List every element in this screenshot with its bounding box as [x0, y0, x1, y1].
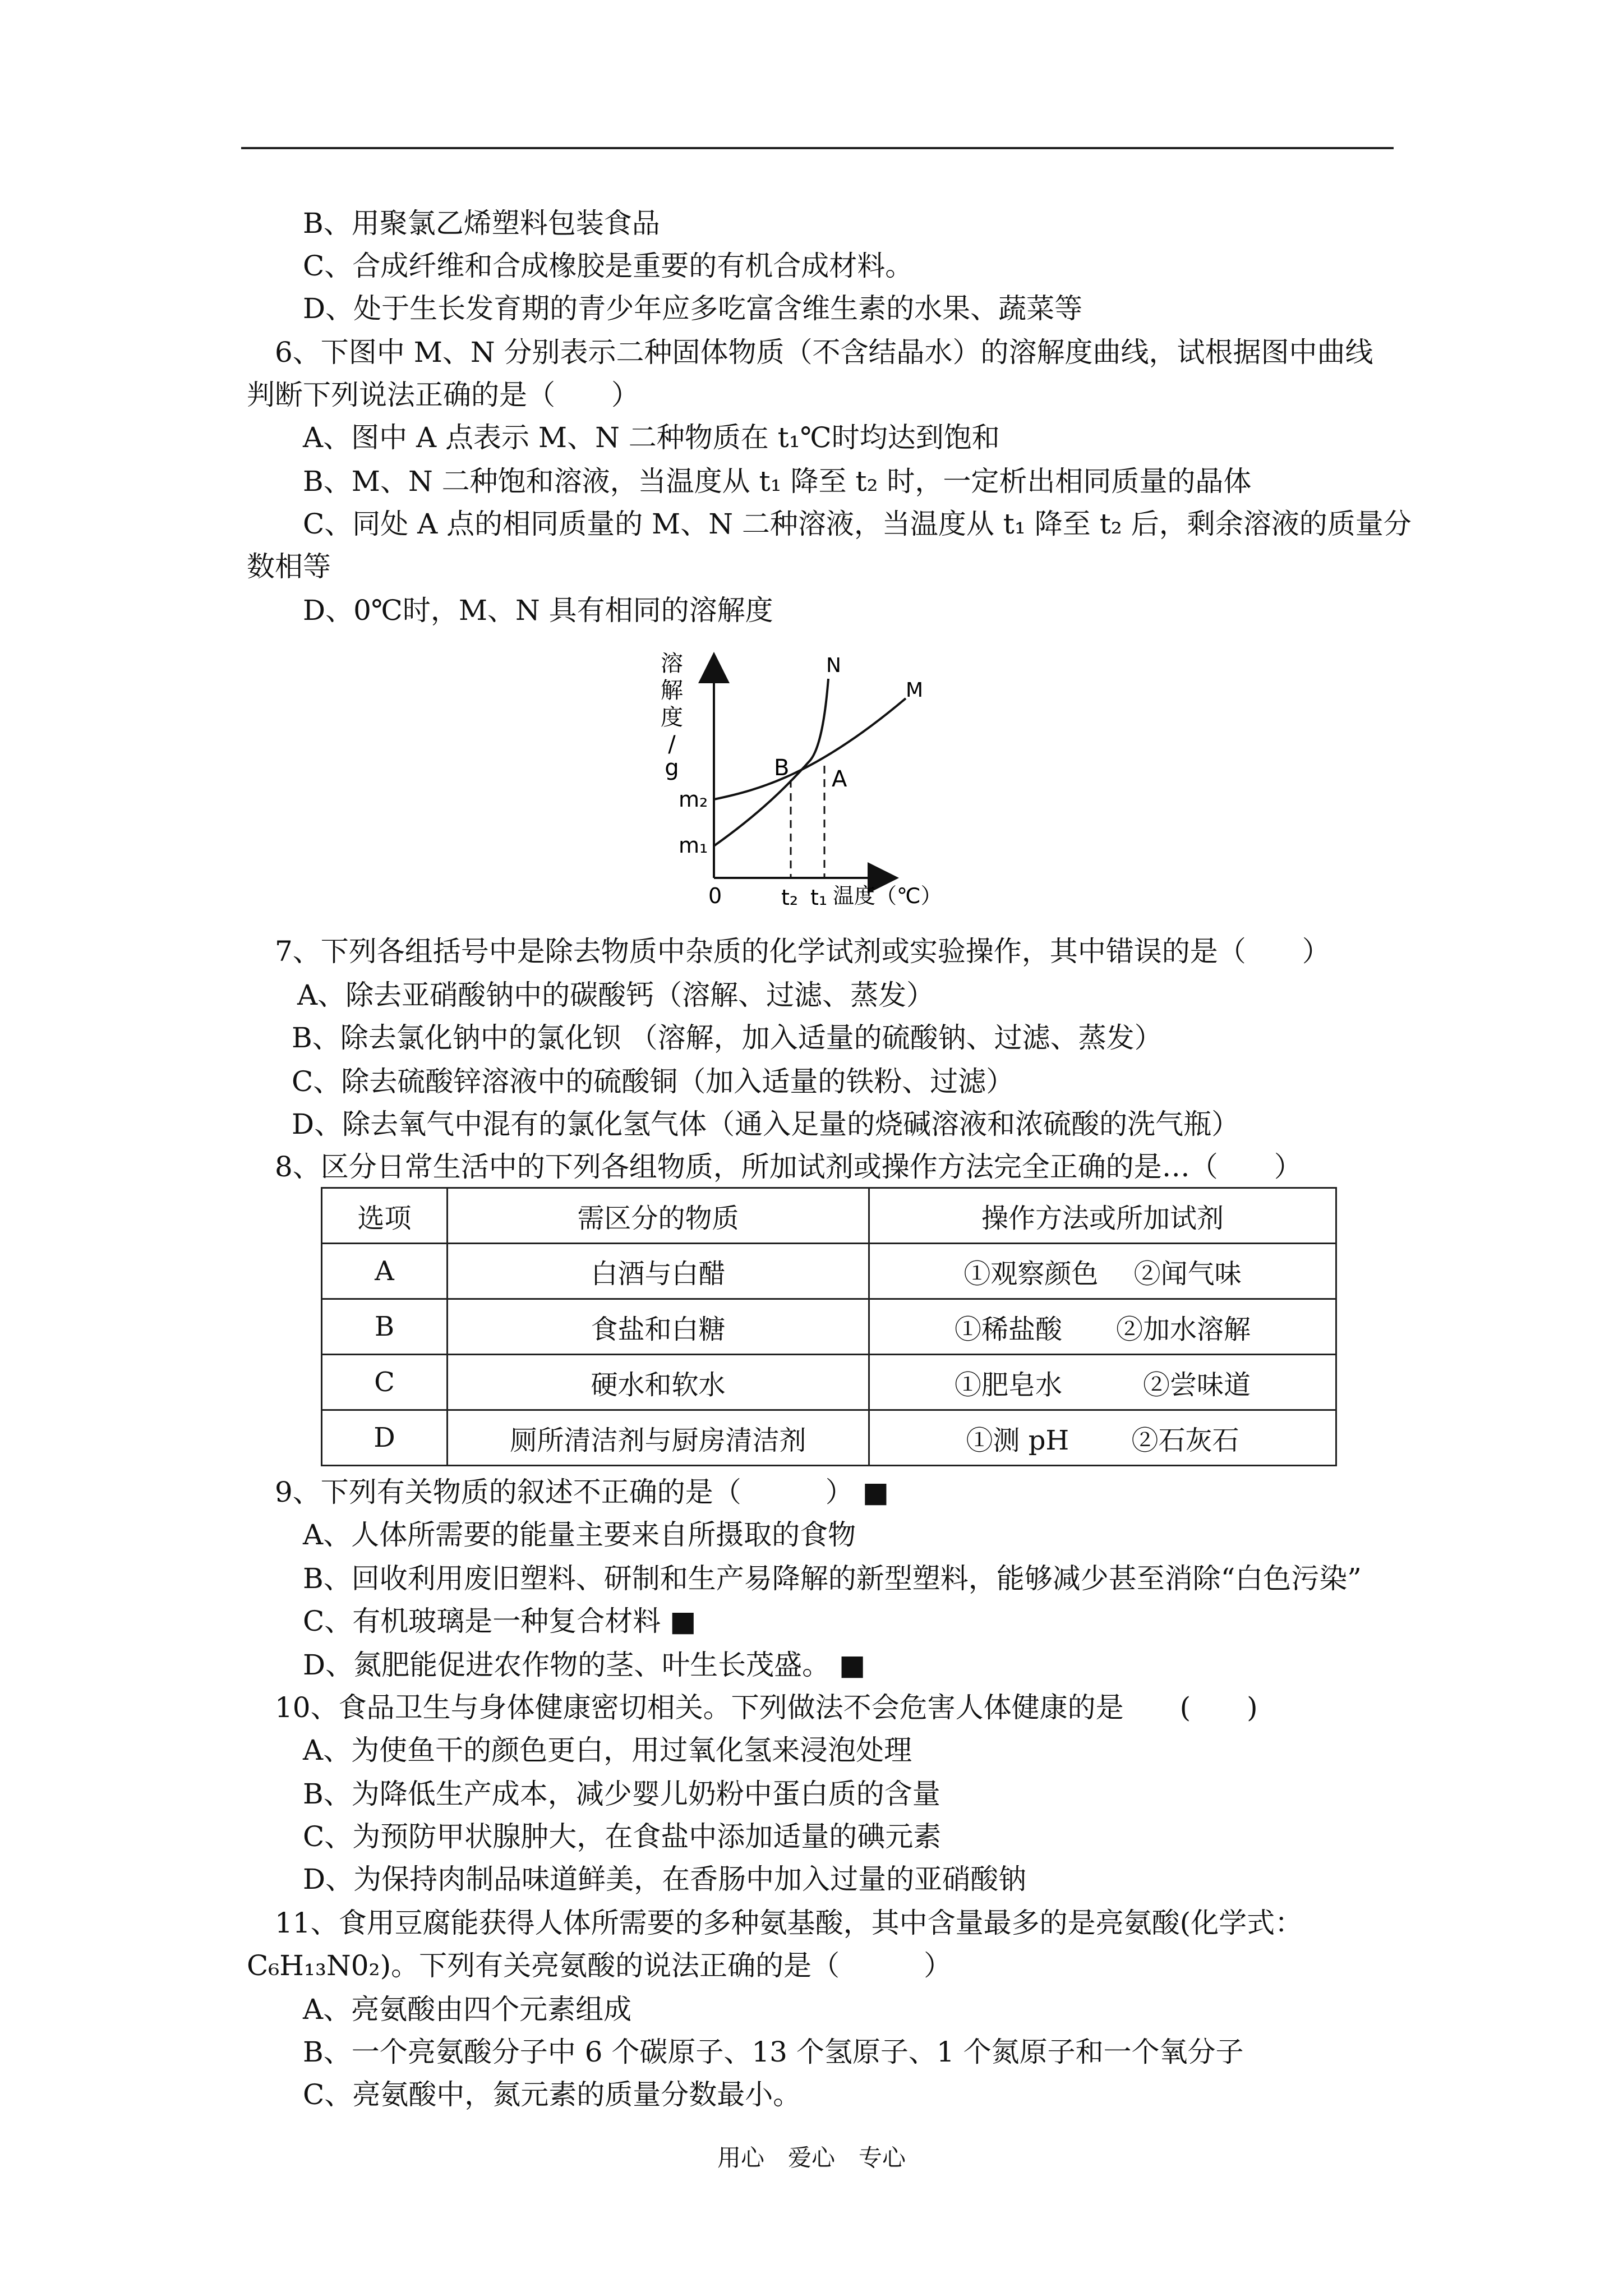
q5-option-c: C、合成纤维和合成橡胶是重要的有机合成材料。: [303, 250, 914, 282]
q9-option-a: A、人体所需要的能量主要来自所摄取的食物: [303, 1519, 856, 1551]
table-cell: 厕所清洁剂与厨房清洁剂: [448, 1410, 869, 1466]
q10-stem: 10、食品卫生与身体健康密切相关。下列做法不会危害人体健康的是 ( ): [275, 1691, 1258, 1724]
table-row: [322, 1244, 1336, 1299]
table-row: [322, 1355, 1336, 1410]
q6-stem-line1: 6、下图中 M、N 分别表示二种固体物质（不含结晶水）的溶解度曲线，试根据图中曲线: [275, 336, 1373, 369]
q7-stem: 7、下列各组括号中是除去物质中杂质的化学试剂或实验操作，其中错误的是（ ）: [275, 935, 1330, 968]
q11-option-a: A、亮氨酸由四个元素组成: [303, 1993, 632, 2026]
tick-label-m2: m₂: [679, 787, 708, 812]
y-axis-label-char: 解: [661, 678, 683, 703]
table-cell: ①测 pH ②石灰石: [869, 1410, 1336, 1466]
q11-option-b: B、一个亮氨酸分子中 6 个碳原子、13 个氢原子、1 个氮原子和一个氧分子: [303, 2036, 1244, 2068]
q10-option-b: B、为降低生产成本，减少婴儿奶粉中蛋白质的含量: [303, 1778, 940, 1810]
table-header-cell: 选项: [322, 1188, 448, 1244]
table-header-cell: 需区分的物质: [448, 1188, 869, 1244]
q6-stem-line2: 判断下列说法正确的是（ ）: [247, 379, 639, 411]
q11-option-c: C、亮氨酸中，氮元素的质量分数最小。: [303, 2078, 801, 2111]
q6-option-b: B、M、N 二种饱和溶液，当温度从 t₁ 降至 t₂ 时，一定析出相同质量的晶体: [303, 465, 1252, 498]
table-cell: 食盐和白糖: [448, 1299, 869, 1355]
q10-option-a: A、为使鱼干的颜色更白，用过氧化氢来浸泡处理: [303, 1734, 912, 1766]
q9-option-c: C、有机玻璃是一种复合材料 ■: [303, 1605, 697, 1637]
y-axis-label-char: 溶: [661, 651, 683, 677]
header-rule: [241, 147, 1394, 149]
q5-option-d: D、处于生长发育期的青少年应多吃富含维生素的水果、蔬菜等: [303, 292, 1083, 325]
q7-option-c: C、除去硫酸锌溶液中的硫酸铜（加入适量的铁粉、过滤）: [292, 1065, 1015, 1098]
table-cell: 硬水和软水: [448, 1355, 869, 1410]
q7-option-b: B、除去氯化钠中的氯化钡 （溶解，加入适量的硫酸钠、过滤、蒸发）: [292, 1022, 1163, 1054]
q9-option-d: D、氮肥能促进农作物的茎、叶生长茂盛。 ■: [303, 1649, 866, 1681]
q10-option-c: C、为预防甲状腺肿大，在食盐中添加适量的碘元素: [303, 1820, 942, 1853]
x-axis-label: 温度（℃）: [833, 884, 942, 908]
q5-option-b: B、用聚氯乙烯塑料包装食品: [303, 207, 660, 240]
curve-m: [714, 698, 906, 799]
curve-n: [714, 679, 828, 846]
q6-option-a: A、图中 A 点表示 M、N 二种物质在 t₁℃时均达到饱和: [303, 421, 1000, 454]
table-cell: A: [322, 1244, 448, 1299]
page-footer: 用心 爱心 专心: [717, 2144, 906, 2171]
table-cell: 白酒与白醋: [448, 1244, 869, 1299]
table-cell: ①肥皂水 ②尝味道: [869, 1355, 1336, 1410]
y-axis-label-char: g: [665, 755, 679, 781]
q7-option-d: D、除去氧气中混有的氯化氢气体（通入足量的烧碱溶液和浓硫酸的洗气瓶）: [292, 1108, 1240, 1140]
q9-stem: 9、下列有关物质的叙述不正确的是（ ） ■: [275, 1476, 889, 1508]
curve-label-n: N: [826, 654, 841, 677]
origin-label: 0: [708, 884, 722, 908]
table-cell: ①观察颜色 ②闻气味: [869, 1244, 1336, 1299]
y-axis-label-char: /: [668, 731, 676, 757]
table-row: [322, 1410, 1336, 1466]
q10-option-d: D、为保持肉制品味道鲜美，在香肠中加入过量的亚硝酸钠: [303, 1863, 1027, 1895]
tick-label-t1: t₁: [810, 885, 828, 910]
q7-option-a: A、除去亚硝酸钠中的碳酸钙（溶解、过滤、蒸发）: [297, 979, 935, 1011]
point-label-b: B: [774, 755, 790, 781]
table-header-cell: 操作方法或所加试剂: [869, 1188, 1336, 1244]
tick-label-t2: t₂: [781, 885, 799, 910]
q6-option-c-line1: C、同处 A 点的相同质量的 M、N 二种溶液，当温度从 t₁ 降至 t₂ 后，剩余溶液的质量分: [303, 508, 1412, 540]
q8-stem: 8、区分日常生活中的下列各组物质，所加试剂或操作方法完全正确的是…（ ）: [275, 1151, 1302, 1183]
q6-option-d: D、0℃时，M、N 具有相同的溶解度: [303, 594, 773, 627]
tick-label-m1: m₁: [679, 833, 708, 858]
table-cell: ①稀盐酸 ②加水溶解: [869, 1299, 1336, 1355]
q11-stem-line2: C₆H₁₃N0₂)。下列有关亮氨酸的说法正确的是（ ）: [247, 1949, 952, 1982]
table-header-row: [322, 1188, 1336, 1244]
q11-stem-line1: 11、食用豆腐能获得人体所需要的多种氨基酸，其中含量最多的是亮氨酸(化学式：: [275, 1907, 1303, 1939]
q9-option-b: B、回收利用废旧塑料、研制和生产易降解的新型塑料，能够减少甚至消除“白色污染”: [303, 1562, 1362, 1595]
y-axis-label-char: 度: [661, 705, 683, 730]
table-cell: D: [322, 1410, 448, 1466]
table-cell: B: [322, 1299, 448, 1355]
curve-label-m: M: [906, 679, 924, 702]
table-row: [322, 1299, 1336, 1355]
point-label-a: A: [832, 766, 847, 792]
table-cell: C: [322, 1355, 448, 1410]
q8-table: [321, 1187, 1337, 1466]
solubility-curve-figure: [648, 645, 990, 914]
q6-option-c-line2: 数相等: [247, 550, 331, 583]
